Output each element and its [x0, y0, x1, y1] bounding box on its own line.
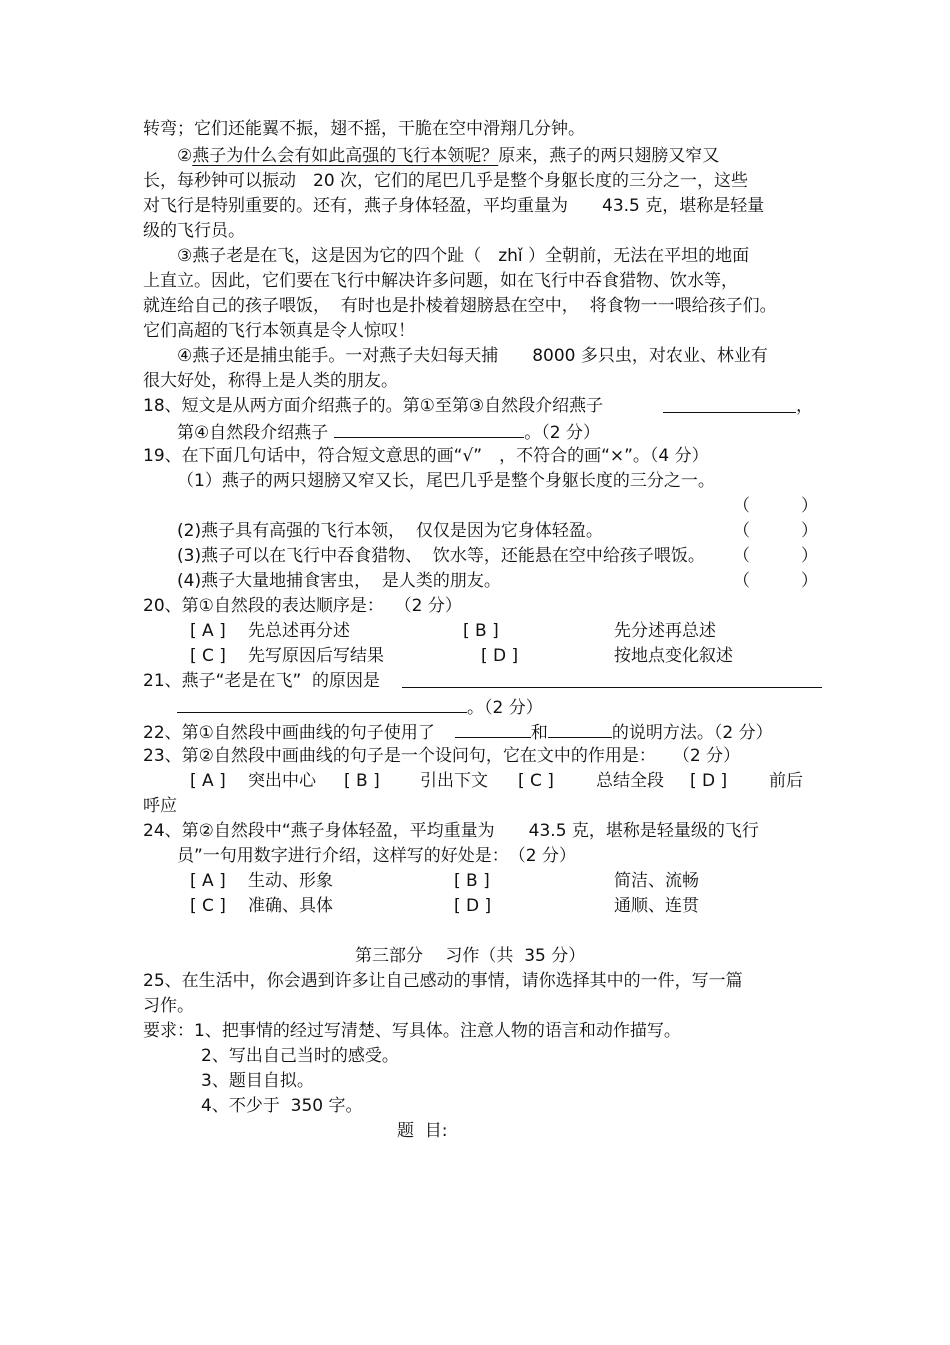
question-25-line-1: 25、在生活中，你会遇到许多让自己感动的事情，请你选择其中的一件，写一篇: [143, 971, 743, 991]
requirement-4: 4、不少于 350 字。: [201, 1096, 363, 1116]
answer-parentheses[interactable]: （ ）: [733, 546, 818, 566]
passage-line: 很大好处，称得上是人类的朋友。: [143, 371, 398, 391]
option-a-text: 突出中心: [248, 771, 316, 791]
passage-line: 转弯；它们还能翼不振，翅不摇，干脆在空中滑翔几分钟。: [143, 119, 585, 139]
option-b-label[interactable]: [ B ]: [454, 871, 490, 891]
passage-line: ④燕子还是捕虫能手。一对燕子夫妇每天捕 8000 多只虫，对农业、林业有: [177, 346, 768, 366]
question-18-line-1: [143, 394, 603, 418]
option-a-label[interactable]: [ A ]: [190, 771, 226, 791]
question-21-line-2: [177, 694, 543, 720]
answer-blank[interactable]: [455, 719, 531, 738]
option-d-label[interactable]: [ D ]: [481, 646, 519, 666]
option-a-label[interactable]: [ A ]: [190, 871, 226, 891]
comma: ，: [796, 396, 813, 416]
question-22-text: 的说明方法。（2 分）: [611, 723, 773, 743]
answer-parentheses[interactable]: （ ）: [733, 496, 818, 516]
answer-blank[interactable]: [177, 694, 467, 713]
answer-parentheses[interactable]: （ ）: [733, 571, 818, 591]
option-a-text: 生动、形象: [248, 871, 333, 891]
passage-line: 就连给自己的孩子喂饭， 有时也是扑棱着翅膀悬在空中， 将食物一一喂给孩子们。: [143, 296, 777, 316]
answer-blank[interactable]: [548, 719, 612, 738]
option-a-label[interactable]: [ A ]: [190, 621, 226, 641]
option-d-label[interactable]: [ D ]: [454, 896, 492, 916]
option-a-text: 先总述再分述: [248, 621, 350, 641]
requirement-2: 2、写出自己当时的感受。: [201, 1046, 399, 1066]
paragraph-number: ②: [177, 146, 193, 166]
requirement-1: 要求：1、把事情的经过写清楚、写具体。注意人物的语言和动作描写。: [143, 1021, 681, 1041]
passage-line: ③燕子老是在飞，这是因为它的四个趾（ zhǐ ）全朝前，无法在平坦的地面: [177, 246, 750, 266]
question-19-item-1: （1）燕子的两只翅膀又窄又长，尾巴几乎是整个身躯长度的三分之一。: [177, 471, 715, 491]
option-b-text: 先分述再总述: [614, 621, 716, 641]
option-d-text: 按地点变化叙述: [614, 646, 733, 666]
passage-line: 长，每秒钟可以振动 20 次，它们的尾巴几乎是整个身躯长度的三分之一，这些: [143, 171, 749, 191]
passage-line: 级的飞行员。: [143, 221, 245, 241]
question-23-stem: 23、第②自然段中画曲线的句子是一个设问句，它在文中的作用是： （2 分）: [143, 746, 741, 766]
question-22: [143, 719, 773, 745]
requirement-3: 3、题目自拟。: [201, 1071, 314, 1091]
section-heading: 第三部分 习作（共 35 分）: [355, 946, 586, 966]
conjunction: 和: [530, 723, 548, 743]
answer-blank[interactable]: [334, 419, 524, 438]
option-c-text: 准确、具体: [248, 896, 333, 916]
question-22-text: 22、第①自然段中画曲线的句子使用了: [143, 723, 435, 743]
passage-line: 它们高超的飞行本领真是令人惊叹！: [143, 321, 415, 341]
score-note: 。（2 分）: [467, 698, 543, 718]
question-21-stem: 21、燕子“老是在飞” 的原因是: [143, 671, 381, 691]
answer-blank[interactable]: [402, 669, 822, 688]
question-24-stem-2: 员”一句用数字进行介绍，这样写的好处是： （2 分）: [177, 846, 577, 866]
option-b-text: 简洁、流畅: [614, 871, 699, 891]
passage-line: 对飞行是特别重要的。还有，燕子身体轻盈，平均重量为 43.5 克，堪称是轻量: [143, 196, 765, 216]
underlined-question-sentence: 燕子为什么会有如此高强的飞行本领呢？: [192, 146, 499, 166]
option-d-text: 通顺、连贯: [614, 896, 699, 916]
answer-parentheses[interactable]: （ ）: [733, 521, 818, 541]
option-c-text: 先写原因后写结果: [248, 646, 384, 666]
option-d-text: 前后: [769, 771, 803, 791]
option-c-text: 总结全段: [596, 771, 664, 791]
answer-blank[interactable]: [663, 394, 796, 413]
question-18-text: 第④自然段介绍燕子: [177, 423, 329, 443]
question-19-item-2: (2)燕子具有高强的飞行本领， 仅仅是因为它身体轻盈。: [177, 521, 603, 541]
option-c-label[interactable]: [ C ]: [518, 771, 554, 791]
option-c-label[interactable]: [ C ]: [190, 896, 226, 916]
question-19-item-4: (4)燕子大量地捕食害虫， 是人类的朋友。: [177, 571, 501, 591]
passage-text: 原来，燕子的两只翅膀又窄又: [498, 146, 720, 166]
question-25-line-2: 习作。: [143, 996, 194, 1016]
question-24-stem-1: 24、第②自然段中“燕子身体轻盈，平均重量为 43.5 克，堪称是轻量级的飞行: [143, 821, 759, 841]
question-20-stem: 20、第①自然段的表达顺序是： （2 分）: [143, 596, 462, 616]
passage-line: 上直立。因此，它们要在飞行中解决许多问题，如在飞行中吞食猎物、饮水等，: [143, 271, 738, 291]
option-b-text: 引出下文: [420, 771, 488, 791]
essay-title-label: 题 目:: [397, 1121, 448, 1141]
option-c-label[interactable]: [ C ]: [190, 646, 226, 666]
option-d-text-wrap: 呼应: [143, 796, 177, 816]
option-b-label[interactable]: [ B ]: [344, 771, 380, 791]
question-18-text: 18、短文是从两方面介绍燕子的。第①至第③自然段介绍燕子: [143, 396, 604, 416]
question-19-item-3: (3)燕子可以在飞行中吞食猎物、 饮水等，还能悬在空中给孩子喂饭。: [177, 546, 705, 566]
question-19-stem: 19、在下面几句话中，符合短文意思的画“√” ，不符合的画“×”。（4 分）: [143, 446, 709, 466]
score-note: 。（2 分）: [524, 423, 600, 443]
option-b-label[interactable]: [ B ]: [463, 621, 499, 641]
option-d-label[interactable]: [ D ]: [690, 771, 728, 791]
passage-paragraph-2-line: [177, 144, 719, 168]
question-18-line-2: [177, 419, 600, 445]
